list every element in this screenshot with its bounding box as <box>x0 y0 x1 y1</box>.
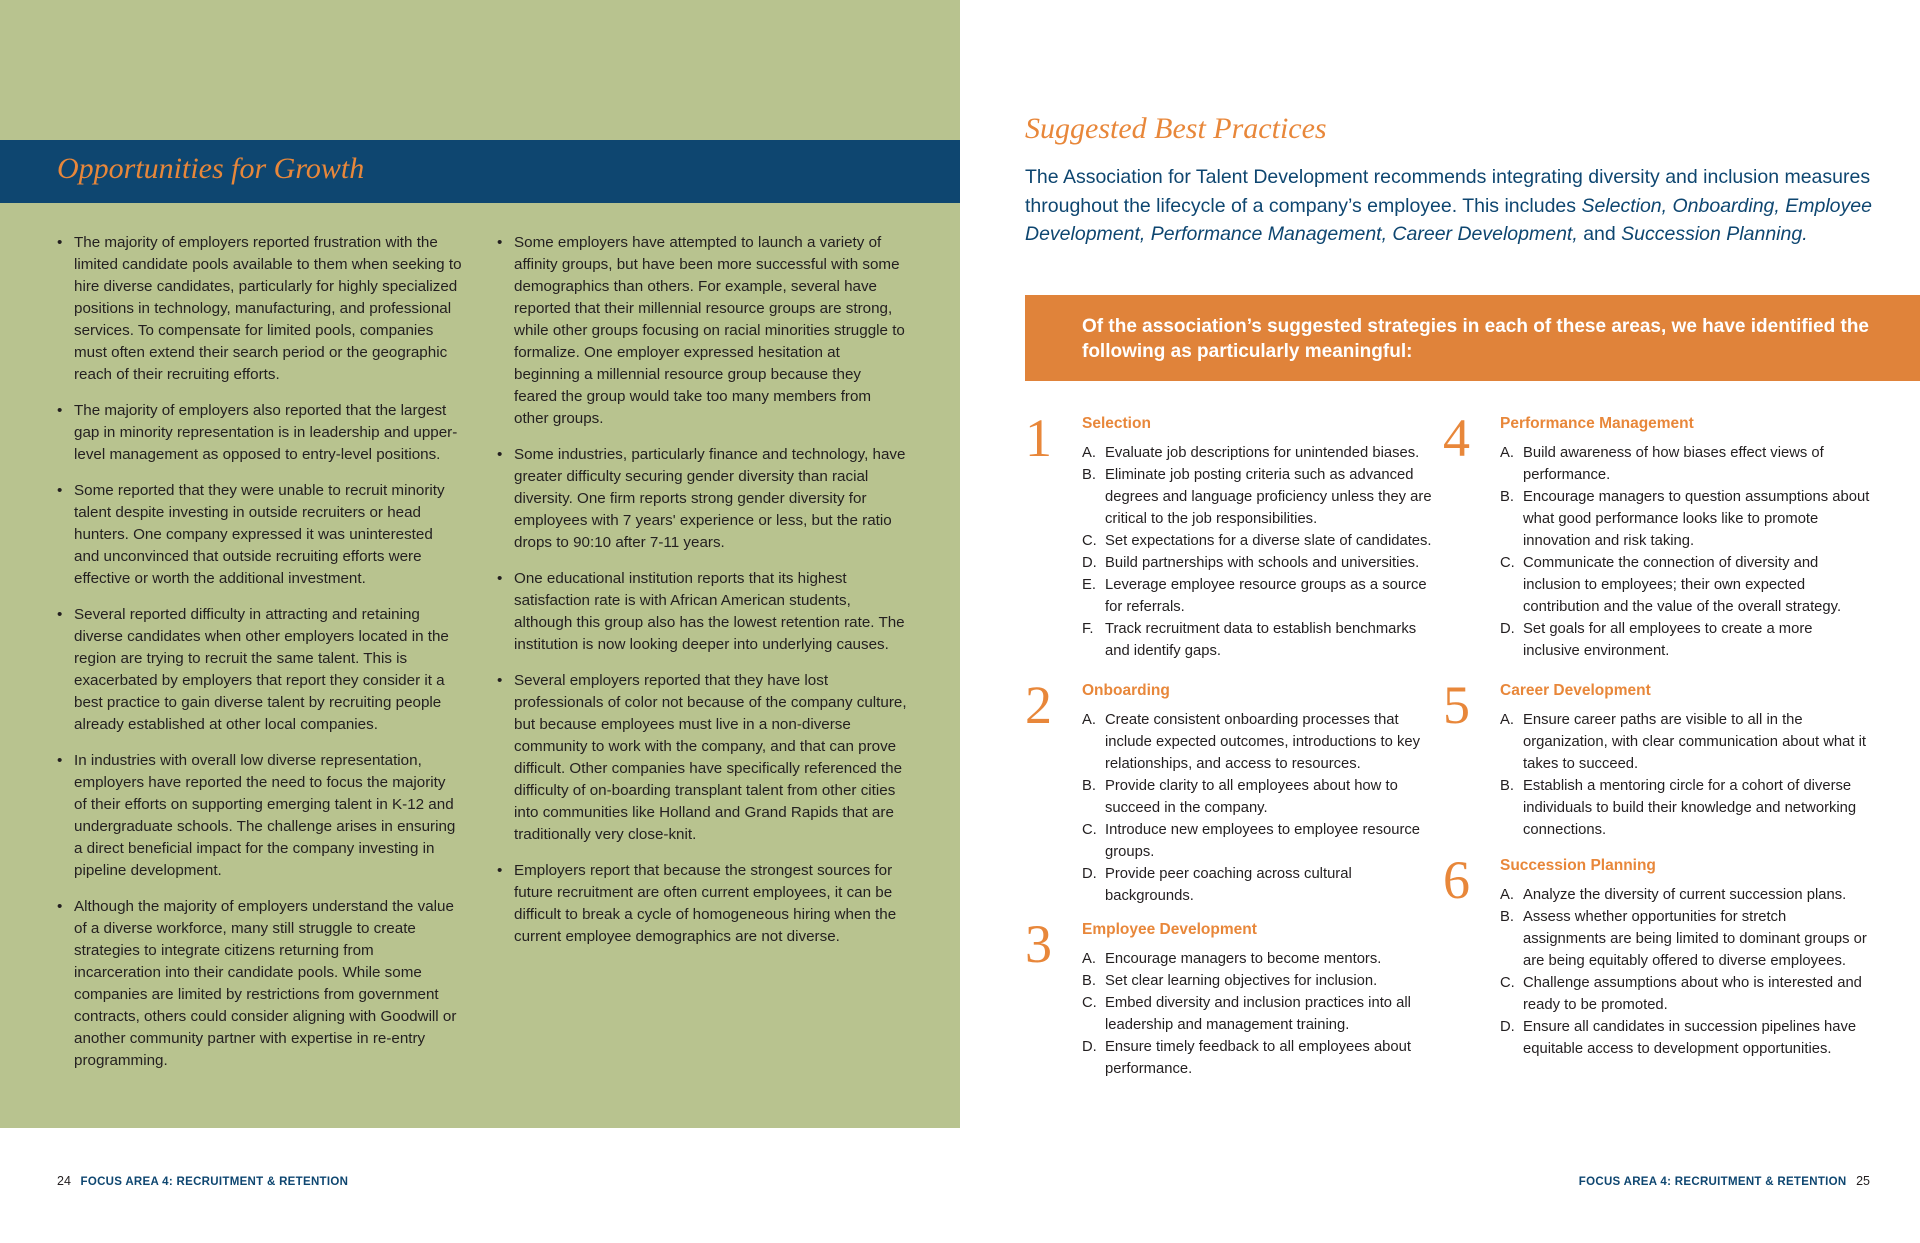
strategy-item <box>1500 906 1873 972</box>
bullet-text: One educational institution reports that its highest satisfaction rate is with African American students, although this group also has the lowest retention rate. The institution is now looking deeper into underlying causes. <box>514 570 905 653</box>
strategy-item <box>1500 884 1873 906</box>
bullet-dot-icon: • <box>497 446 503 463</box>
item-letter: B. <box>1082 778 1096 794</box>
intro-text: and <box>1577 223 1622 245</box>
bullet-dot-icon: • <box>57 402 63 419</box>
bullet-item <box>497 568 907 656</box>
bullet-list <box>57 232 462 1072</box>
strategy-title: Onboarding <box>1082 682 1170 699</box>
item-text: Provide peer coaching across cultural backgrounds. <box>1105 866 1352 904</box>
strategy-title: Performance Management <box>1500 415 1694 432</box>
intro-emphasis: Succession Planning. <box>1621 223 1808 245</box>
bullet-item <box>57 750 462 882</box>
bullet-item <box>57 232 462 386</box>
bullet-text: The majority of employers reported frustration with the limited candidate pools available to them when seeking to hire diverse candidates, particularly for highly specialized positions in technology, manufacturing, and professional services. To compensate for limited pools, companies must often extend their search period or the geographic reach of their recruiting efforts. <box>74 234 462 383</box>
strategy-item-list <box>1082 442 1435 662</box>
item-letter: D. <box>1082 555 1097 571</box>
footer-label: FOCUS AREA 4: RECRUITMENT & RETENTION <box>1578 1176 1847 1188</box>
strategy-item-list <box>1500 442 1873 662</box>
item-text: Embed diversity and inclusion practices into all leadership and management training. <box>1105 995 1411 1033</box>
item-letter: A. <box>1500 445 1514 461</box>
item-letter: A. <box>1500 712 1514 728</box>
strategy-item <box>1500 552 1873 618</box>
bullet-dot-icon: • <box>497 234 503 251</box>
item-text: Ensure all candidates in succession pipelines have equitable access to development opportunities. <box>1523 1019 1857 1057</box>
bullet-item <box>57 896 462 1072</box>
intro-text: The Association for Talent Development recommends integrating diversity and inclusion measures throughout the lifecycle of a company’s employee. This includes <box>1025 166 1871 217</box>
bullet-dot-icon: • <box>57 752 63 769</box>
item-letter: B. <box>1082 973 1096 989</box>
strategy-title: Succession Planning <box>1500 857 1656 874</box>
item-letter: C. <box>1082 533 1097 549</box>
strategy-item <box>1082 552 1435 574</box>
item-text: Ensure career paths are visible to all in the organization, with clear communication about what it takes to succeed. <box>1523 712 1866 772</box>
bullet-text: Some reported that they were unable to recruit minority talent despite investing in outside recruiters or head hunters. One company expressed it was uninterested and unconvinced that outside recruiting efforts were effective or worth the additional investment. <box>74 482 445 587</box>
bullet-column-1 <box>57 232 462 1086</box>
strategy-item <box>1082 618 1435 662</box>
strategy-item-list <box>1082 948 1435 1080</box>
strategy-item-list <box>1500 884 1873 1060</box>
strategy-item <box>1500 442 1873 486</box>
strategy-title: Employee Development <box>1082 921 1257 938</box>
item-text: Track recruitment data to establish benchmarks and identify gaps. <box>1105 621 1417 659</box>
item-text: Build partnerships with schools and universities. <box>1105 555 1420 571</box>
bullet-item <box>57 400 462 466</box>
bullet-item <box>497 232 907 430</box>
item-letter: D. <box>1082 1039 1097 1055</box>
item-letter: C. <box>1082 822 1097 838</box>
strategy-item <box>1082 863 1435 907</box>
item-text: Eliminate job posting criteria such as advanced degrees and language proficiency unless they are critical to the job responsibilities. <box>1105 467 1432 527</box>
bullet-dot-icon: • <box>57 898 63 915</box>
item-text: Encourage managers to question assumptions about what good performance looks like to promote innovation and risk taking. <box>1523 489 1870 549</box>
left-page-panel <box>0 0 960 1128</box>
strategy-item <box>1082 464 1435 530</box>
footer-label: FOCUS AREA 4: RECRUITMENT & RETENTION <box>80 1176 349 1188</box>
strategy-number: 4 <box>1443 408 1470 468</box>
item-text: Challenge assumptions about who is interested and ready to be promoted. <box>1523 975 1862 1013</box>
section-title: Opportunities for Growth <box>57 152 365 185</box>
item-letter: A. <box>1082 712 1096 728</box>
strategy-item <box>1082 775 1435 819</box>
bullet-text: The majority of employers also reported that the largest gap in minority representation is in leadership and upper-level management as opposed to entry-level positions. <box>74 402 458 463</box>
bullet-text: Several employers reported that they have lost professionals of color not because of the company culture, but because employees must live in a non-diverse community to work with the company, and that can prove difficult. Other companies have specifically referenced the difficulty of on-boarding transplant talent from other cities into communities like Holland and Grand Rapids that are traditionally very close-knit. <box>514 672 907 843</box>
page-number: 24 <box>57 1174 71 1188</box>
item-text: Evaluate job descriptions for unintended biases. <box>1105 445 1420 461</box>
item-text: Establish a mentoring circle for a cohort of diverse individuals to build their knowledge and networking connections. <box>1523 778 1857 838</box>
callout-text: Of the association’s suggested strategies in each of these areas, we have identified the following as particularly meaningful: <box>1082 316 1869 362</box>
item-text: Set clear learning objectives for inclusion. <box>1105 973 1378 989</box>
strategy-number: 1 <box>1025 408 1052 468</box>
bullet-text: Employers report that because the strongest sources for future recruitment are often current employees, it can be difficult to break a cycle of homogeneous hiring when the current employee demographics are not diverse. <box>514 862 897 945</box>
strategy-item <box>1082 442 1435 464</box>
item-text: Create consistent onboarding processes that include expected outcomes, introductions to key relationships, and access to resources. <box>1105 712 1421 772</box>
bullet-dot-icon: • <box>57 482 63 499</box>
strategy-item <box>1500 972 1873 1016</box>
item-text: Build awareness of how biases effect views of performance. <box>1523 445 1824 483</box>
strategy-item <box>1082 1036 1435 1080</box>
item-letter: F. <box>1082 621 1094 637</box>
item-text: Leverage employee resource groups as a source for referrals. <box>1105 577 1427 615</box>
strategy-number: 5 <box>1443 675 1470 735</box>
item-letter: D. <box>1500 1019 1515 1035</box>
bullet-text: Although the majority of employers understand the value of a diverse workforce, many still struggle to create strategies to integrate citizens returning from incarceration into their candidate pools. While some companies are limited by restrictions from government contracts, others could consider aligning with Goodwill or another community partner with expertise in re-entry programming. <box>74 898 457 1069</box>
strategy-item <box>1082 709 1435 775</box>
bullet-text: Several reported difficulty in attracting and retaining diverse candidates when other employers located in the region are trying to recruit the same talent. This is exacerbated by employers that report they consider it a best practice to gain diverse talent by recruiting people already established at other local companies. <box>74 606 449 733</box>
bullet-text: In industries with overall low diverse representation, employers have reported the need to focus the majority of their efforts on supporting emerging talent in K-12 and undergraduate schools. The challenge arises in ensuring a direct beneficial impact for the company investing in pipeline development. <box>74 752 456 879</box>
strategy-item <box>1500 618 1873 662</box>
item-text: Communicate the connection of diversity and inclusion to employees; their own expected contribution and the value of the overall strategy. <box>1523 555 1842 615</box>
bullet-text: Some industries, particularly finance and technology, have greater difficulty securing gender diversity than racial diversity. One firm reports strong gender diversity for employees with 7 years' experience or less, but the ratio drops to 90:10 after 7-11 years. <box>514 446 906 551</box>
bullet-item <box>497 444 907 554</box>
strategy-number: 3 <box>1025 914 1052 974</box>
strategy-item <box>1082 530 1435 552</box>
item-letter: C. <box>1500 975 1515 991</box>
item-text: Encourage managers to become mentors. <box>1105 951 1382 967</box>
bullet-item <box>497 670 907 846</box>
strategy-number: 2 <box>1025 675 1052 735</box>
title-banner <box>0 140 960 203</box>
strategy-item <box>1082 574 1435 618</box>
footer-left <box>57 1174 348 1188</box>
item-letter: B. <box>1500 489 1514 505</box>
strategy-item <box>1500 486 1873 552</box>
bullet-item <box>57 604 462 736</box>
bullet-column-2 <box>497 232 907 962</box>
footer-right <box>1579 1174 1870 1188</box>
item-letter: B. <box>1082 467 1096 483</box>
item-letter: B. <box>1500 909 1514 925</box>
bullet-dot-icon: • <box>57 234 63 251</box>
strategy-item-list <box>1500 709 1873 841</box>
item-letter: C. <box>1082 995 1097 1011</box>
strategy-item <box>1082 992 1435 1036</box>
callout-bar <box>1025 295 1920 381</box>
bullet-dot-icon: • <box>57 606 63 623</box>
strategy-item <box>1082 970 1435 992</box>
bullet-dot-icon: • <box>497 862 503 879</box>
item-letter: B. <box>1500 778 1514 794</box>
bullet-item <box>57 480 462 590</box>
bullet-list <box>497 232 907 948</box>
strategy-title: Selection <box>1082 415 1151 432</box>
item-text: Analyze the diversity of current succession plans. <box>1523 887 1847 903</box>
item-text: Set expectations for a diverse slate of candidates. <box>1105 533 1432 549</box>
strategy-number: 6 <box>1443 850 1470 910</box>
item-letter: A. <box>1500 887 1514 903</box>
item-letter: A. <box>1082 951 1096 967</box>
bullet-dot-icon: • <box>497 672 503 689</box>
strategy-item <box>1500 775 1873 841</box>
item-letter: D. <box>1082 866 1097 882</box>
strategy-item <box>1500 709 1873 775</box>
item-letter: D. <box>1500 621 1515 637</box>
strategy-item-list <box>1082 709 1435 907</box>
item-text: Ensure timely feedback to all employees about performance. <box>1105 1039 1411 1077</box>
item-letter: C. <box>1500 555 1515 571</box>
page-number: 25 <box>1856 1174 1870 1188</box>
item-letter: A. <box>1082 445 1096 461</box>
strategy-item <box>1082 819 1435 863</box>
bullet-dot-icon: • <box>497 570 503 587</box>
best-practices-title: Suggested Best Practices <box>1025 112 1327 145</box>
item-text: Assess whether opportunities for stretch assignments are being limited to dominant groups or are being equitably offered to diverse employees. <box>1523 909 1867 969</box>
item-text: Provide clarity to all employees about how to succeed in the company. <box>1105 778 1398 816</box>
item-text: Introduce new employees to employee resource groups. <box>1105 822 1421 860</box>
strategy-item <box>1500 1016 1873 1060</box>
bullet-text: Some employers have attempted to launch a variety of affinity groups, but have been more successful with some demographics than others. For example, several have reported that their millennial resource groups are strong, while other groups focusing on racial minorities struggle to formalize. One employer expressed hesitation at beginning a millennial resource group because they feared the group would take too many members from other groups. <box>514 234 905 427</box>
strategy-item <box>1082 948 1435 970</box>
bullet-item <box>497 860 907 948</box>
item-text: Set goals for all employees to create a more inclusive environment. <box>1523 621 1813 659</box>
intro-emphasis: Selection, Onboarding, Employee Development, Performance Management, Career Development, <box>1025 194 1872 245</box>
strategy-title: Career Development <box>1500 682 1651 699</box>
intro-paragraph <box>1025 163 1875 249</box>
item-letter: E. <box>1082 577 1096 593</box>
